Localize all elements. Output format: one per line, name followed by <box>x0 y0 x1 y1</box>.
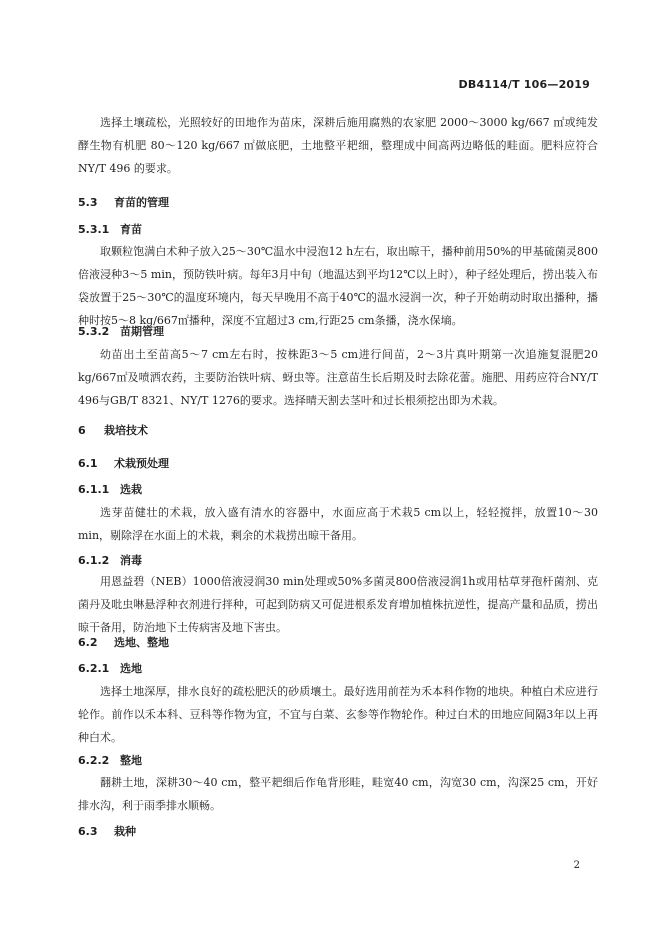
section-number: 6.1.1 <box>78 483 110 496</box>
section-title: 栽种 <box>114 825 136 838</box>
paragraph-raising-seedlings: 取颗粒饱满白术种子放入25～30℃温水中浸泡12 h左右，取出晾干，播种前用50%的甲基硫菌灵800倍液浸种3～5 min，预防铁叶病。每年3月中旬（地温达到平均12℃以上时），种子经处理后，捞出装入布袋放置于25～30℃的温度环境内，每天早晚用不高于40℃的温水浸润一次，种子开始萌动时取出播种，播种时按5～8 kg/667㎡播种，深度不宜超过3 cm,行距25 cm条播，浇水保墒。 <box>78 245 598 327</box>
paragraph-land-preparation: 翻耕土地，深耕30～40 cm，整平耙细后作龟背形畦，畦宽40 cm，沟宽30 cm，沟深25 cm，开好排水沟，利于雨季排水顺畅。 <box>78 776 598 812</box>
paragraph-seedbed: 选择土壤疏松，光照较好的田地作为苗床，深耕后施用腐熟的农家肥 2000～3000 kg/667 ㎡或纯发酵生物有机肥 80～120 kg/667 ㎡做底肥，土地整平耙细，整理成中间高两边略低的畦面。肥料应符合 NY/T 496 的要求。 <box>78 116 598 175</box>
paragraph-disinfection: 用恩益碧（NEB）1000倍液浸润30 min处理或50%多菌灵800倍液浸润1h或用枯草芽孢杆菌剂、克菌丹及吡虫啉悬浮种衣剂进行拌种，可起到防病又可促进根系发育增加植株抗逆性，提高产量和品质，捞出晾干备用，防治地下土传病害及地下害虫。 <box>78 575 598 634</box>
section-6-2-2-heading <box>78 752 142 768</box>
section-number: 6.2.2 <box>78 754 110 767</box>
section-number: 5.3.1 <box>78 223 110 236</box>
section-title: 选地、整地 <box>114 636 169 649</box>
section-6-3-heading <box>78 823 136 839</box>
section-number: 5.3 <box>78 196 98 209</box>
section-number: 5.3.2 <box>78 325 110 338</box>
section-title: 整地 <box>120 754 142 767</box>
paragraph-selecting-plants: 选芽苗健壮的术栽，放入盛有清水的容器中，水面应高于术栽5 cm以上，轻轻搅拌，放置10～30 min，剔除浮在水面上的术栽，剩余的术栽捞出晾干备用。 <box>78 506 598 542</box>
section-6-2-1-heading <box>78 660 142 676</box>
section-6-2-heading <box>78 634 169 650</box>
section-5-3-2-heading <box>78 323 164 339</box>
section-title: 选地 <box>120 662 142 675</box>
section-number: 6.1 <box>78 457 98 470</box>
page-number: 2 <box>573 860 580 871</box>
section-number: 6 <box>78 424 86 437</box>
section-5-3-1-heading <box>78 221 142 237</box>
section-5-3-heading <box>78 194 169 210</box>
section-title: 育苗的管理 <box>114 196 169 209</box>
document-id: DB4114/T 106—2019 <box>458 78 590 91</box>
section-title: 消毒 <box>120 554 142 567</box>
section-number: 6.2.1 <box>78 662 110 675</box>
paragraph-site-selection: 选择土地深厚，排水良好的疏松肥沃的砂质壤土。最好选用前茬为禾本科作物的地块。种植白术应进行轮作。前作以禾本科、豆科等作物为宜，不宜与白菜、玄参等作物轮作。种过白术的田地应间隔3年以上再种白术。 <box>78 685 598 744</box>
section-number: 6.2 <box>78 636 98 649</box>
section-title: 栽培技术 <box>104 424 148 437</box>
section-6-heading <box>78 422 148 438</box>
section-6-1-1-heading <box>78 481 142 497</box>
section-title: 育苗 <box>120 223 142 236</box>
section-title: 选栽 <box>120 483 142 496</box>
section-number: 6.1.2 <box>78 554 110 567</box>
section-6-1-heading <box>78 455 169 471</box>
paragraph-seedling-management: 幼苗出土至苗高5～7 cm左右时，按株距3～5 cm进行间苗，2～3片真叶期第一次追施复混肥20 kg/667㎡及喷洒农药，主要防治铁叶病、蚜虫等。注意苗生长后期及时去除花蕾。施肥、用药应符合NY/T 496与GB/T 8321、NY/T 1276的要求。选择晴天割去茎叶和过长根须挖出即为术栽。 <box>78 348 598 407</box>
section-title: 术栽预处理 <box>114 457 169 470</box>
section-6-1-2-heading <box>78 552 142 568</box>
section-number: 6.3 <box>78 825 98 838</box>
section-title: 苗期管理 <box>120 325 164 338</box>
